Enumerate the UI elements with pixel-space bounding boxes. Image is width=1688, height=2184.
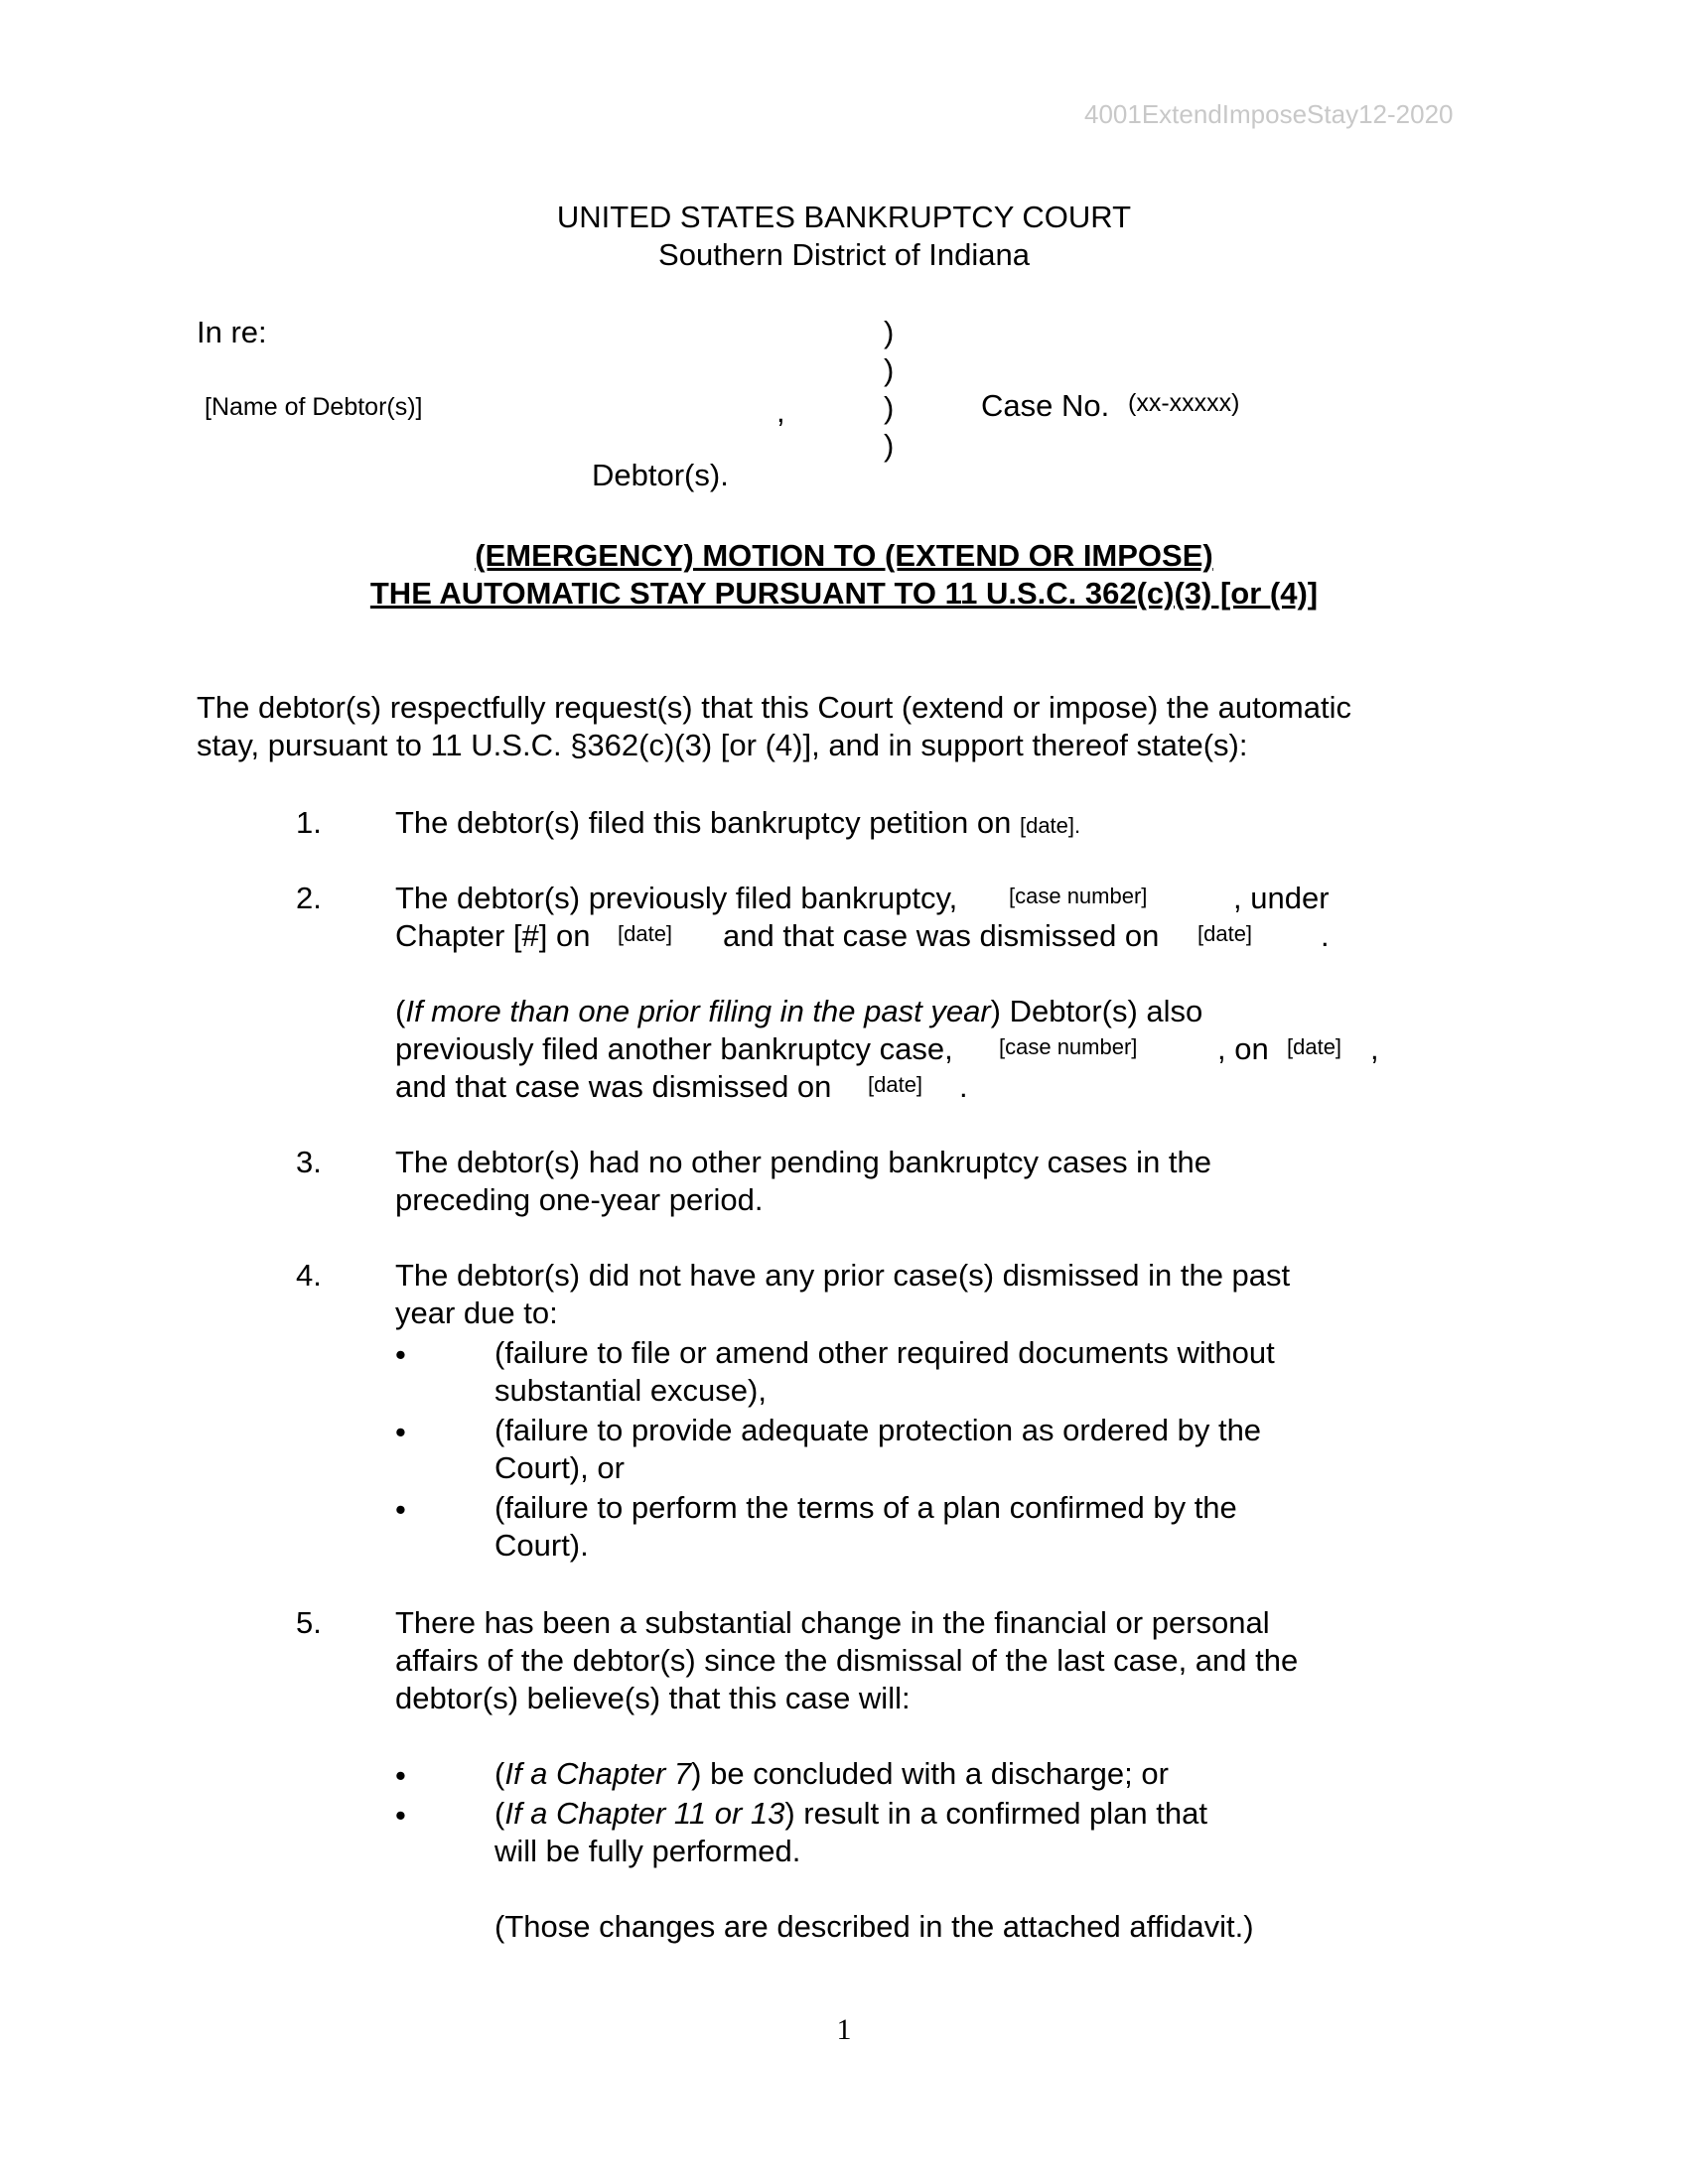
bullet: • bbox=[395, 1415, 406, 1449]
item-4-bullet-2-line-2: Court), or bbox=[494, 1450, 625, 1485]
item-3-line-2: preceding one-year period. bbox=[395, 1182, 764, 1217]
court-district: Southern District of Indiana bbox=[658, 237, 1030, 272]
item-5-line-2: affairs of the debtor(s) since the dismissal of the last case, and the bbox=[395, 1643, 1299, 1678]
caption-paren: ) bbox=[884, 352, 895, 387]
item-2-sub-on: , on bbox=[1217, 1031, 1269, 1066]
item-4-line-2: year due to: bbox=[395, 1296, 558, 1330]
debtor-name-comma: , bbox=[776, 394, 785, 429]
page-number: 1 bbox=[836, 2013, 852, 2046]
item-2-chapter: Chapter [#] on bbox=[395, 918, 591, 953]
second-filing-date-placeholder: [date] bbox=[1287, 1034, 1342, 1059]
prior-case-number-placeholder: [case number] bbox=[1009, 884, 1148, 908]
second-case-number-placeholder: [case number] bbox=[999, 1034, 1138, 1059]
item-2-sub-after: ) Debtor(s) also bbox=[990, 994, 1203, 1028]
item-1-statement: The debtor(s) filed this bankruptcy petition on bbox=[395, 805, 1012, 840]
item-5-bullet-2-line-2: will be fully performed. bbox=[494, 1834, 801, 1868]
item-5-bullet-2-italic: If a Chapter 11 or 13 bbox=[504, 1796, 785, 1831]
case-no-label: Case No. bbox=[981, 388, 1110, 423]
item-5-line-1: There has been a substantial change in the financial or personal bbox=[395, 1605, 1270, 1640]
form-id: 4001ExtendImposeStay12-2020 bbox=[1084, 99, 1454, 129]
item-5-bullet-1-italic: If a Chapter 7 bbox=[504, 1756, 692, 1791]
intro-line-1: The debtor(s) respectfully request(s) that this Court (extend or impose) the automatic bbox=[197, 690, 1351, 725]
item-4-bullet-2-line-1: (failure to provide adequate protection as ordered by the bbox=[494, 1413, 1262, 1447]
item-2-sub-line-3: and that case was dismissed on bbox=[395, 1069, 832, 1104]
item-number: 4. bbox=[296, 1258, 322, 1293]
item-2-sub-period: . bbox=[959, 1069, 968, 1104]
second-dismissal-date-placeholder: [date] bbox=[868, 1072, 923, 1097]
in-re-label: In re: bbox=[197, 315, 267, 349]
prior-filing-date-placeholder: [date] bbox=[618, 921, 673, 946]
item-5-bullet-2-rest: ) result in a confirmed plan that bbox=[784, 1796, 1207, 1831]
item-number: 3. bbox=[296, 1145, 322, 1179]
item-2-sub-comma: , bbox=[1370, 1031, 1379, 1066]
bullet: • bbox=[395, 1492, 406, 1527]
paren-open: ( bbox=[494, 1796, 505, 1831]
item-1-text bbox=[395, 804, 1080, 845]
item-2-period: . bbox=[1321, 918, 1330, 953]
bullet: • bbox=[395, 1758, 406, 1793]
debtors-label: Debtor(s). bbox=[592, 458, 729, 492]
case-no-placeholder: (xx-xxxxx) bbox=[1128, 389, 1240, 417]
caption-paren: ) bbox=[884, 315, 895, 349]
item-4-bullet-3-line-2: Court). bbox=[494, 1528, 589, 1563]
item-3-line-1: The debtor(s) had no other pending bankruptcy cases in the bbox=[395, 1145, 1212, 1179]
item-2-sub-italic: If more than one prior filing in the past year bbox=[405, 994, 991, 1028]
item-2-dismissed: and that case was dismissed on bbox=[723, 918, 1160, 953]
item-2-line-1: The debtor(s) previously filed bankruptcy, bbox=[395, 881, 958, 915]
item-5-bullet-1-rest: ) be concluded with a discharge; or bbox=[691, 1756, 1169, 1791]
petition-date-placeholder: [date]. bbox=[1019, 813, 1081, 838]
paren-open: ( bbox=[494, 1756, 505, 1791]
item-4-bullet-1-line-1: (failure to file or amend other required documents without bbox=[494, 1335, 1275, 1370]
item-5-bullet-1 bbox=[494, 1755, 1169, 1793]
item-number: 5. bbox=[296, 1605, 322, 1640]
court-name: UNITED STATES BANKRUPTCY COURT bbox=[556, 200, 1132, 234]
item-2-sub-line-1 bbox=[395, 993, 1202, 1030]
bullet: • bbox=[395, 1798, 406, 1833]
item-number: 2. bbox=[296, 881, 322, 915]
item-4-line-1: The debtor(s) did not have any prior case(s) dismissed in the past bbox=[395, 1258, 1291, 1293]
caption-paren: ) bbox=[884, 390, 895, 425]
item-5-line-3: debtor(s) believe(s) that this case will: bbox=[395, 1681, 911, 1715]
caption-paren: ) bbox=[884, 428, 895, 463]
paren-open: ( bbox=[395, 994, 406, 1028]
affidavit-note: (Those changes are described in the attached affidavit.) bbox=[494, 1909, 1254, 1944]
bullet: • bbox=[395, 1337, 406, 1372]
motion-title-line-1: (EMERGENCY) MOTION TO (EXTEND OR IMPOSE) bbox=[475, 538, 1213, 573]
prior-dismissal-date-placeholder: [date] bbox=[1197, 921, 1253, 946]
item-2-under: , under bbox=[1233, 881, 1330, 915]
item-number: 1. bbox=[296, 805, 322, 840]
debtor-name-placeholder: [Name of Debtor(s)] bbox=[205, 393, 423, 421]
motion-title-line-2: THE AUTOMATIC STAY PURSUANT TO 11 U.S.C. 362(c)(3) [or (4)] bbox=[369, 576, 1319, 611]
intro-line-2: stay, pursuant to 11 U.S.C. §362(c)(3) [or (4)], and in support thereof state(s): bbox=[197, 728, 1248, 762]
item-4-bullet-1-line-2: substantial excuse), bbox=[494, 1373, 767, 1408]
item-4-bullet-3-line-1: (failure to perform the terms of a plan confirmed by the bbox=[494, 1490, 1237, 1525]
item-2-sub-line-2: previously filed another bankruptcy case, bbox=[395, 1031, 953, 1066]
item-5-bullet-2-line-1 bbox=[494, 1795, 1207, 1833]
